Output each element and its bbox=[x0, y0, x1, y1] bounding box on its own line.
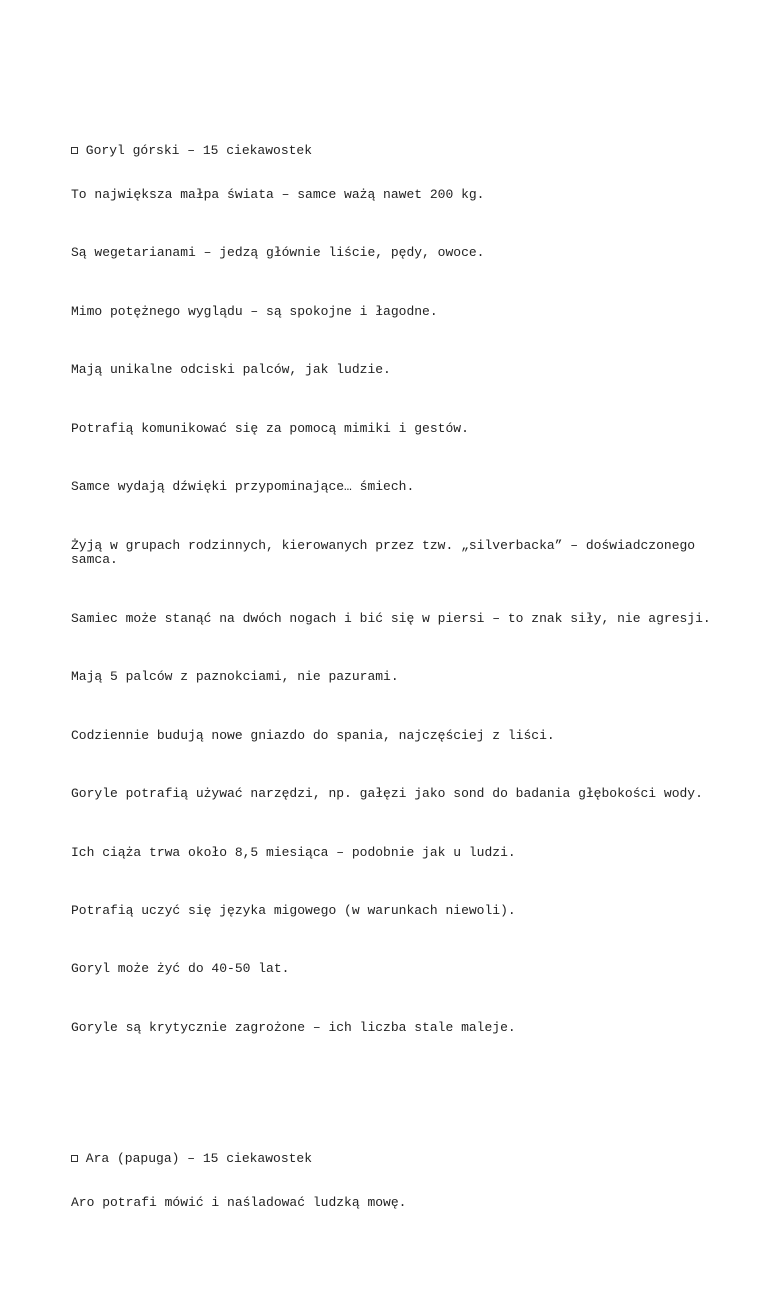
section-heading-text: Ara (papuga) – 15 ciekawostek bbox=[78, 1151, 313, 1167]
paragraph: Potrafią uczyć się języka migowego (w warunkach niewoli). bbox=[71, 902, 516, 918]
square-bullet-icon bbox=[71, 147, 78, 154]
paragraph: To największa małpa świata – samce ważą nawet 200 kg. bbox=[71, 186, 485, 202]
section-heading bbox=[71, 144, 711, 159]
square-bullet-icon bbox=[71, 1155, 78, 1162]
paragraph: Goryl może żyć do 40-50 lat. bbox=[71, 961, 290, 977]
paragraph: Goryle są krytycznie zagrożone – ich liczba stale maleje. bbox=[71, 1019, 516, 1035]
section-macaw bbox=[71, 1123, 711, 1254]
document-text bbox=[71, 71, 711, 1298]
section-heading-text: Goryl górski – 15 ciekawostek bbox=[78, 142, 313, 158]
section-gorilla bbox=[71, 115, 711, 1080]
section-heading bbox=[71, 1152, 711, 1167]
paragraph: Mimo potężnego wyglądu – są spokojne i łagodne. bbox=[71, 303, 438, 319]
paragraph: Codziennie budują nowe gniazdo do spania, najczęściej z liści. bbox=[71, 727, 555, 743]
paragraph: Potrafią komunikować się za pomocą mimiki i gestów. bbox=[71, 420, 469, 436]
paragraph: Samce wydają dźwięki przypominające… śmiech. bbox=[71, 479, 415, 495]
paragraph: Aro potrafi mówić i naśladować ludzką mowę. bbox=[71, 1195, 407, 1211]
paragraph: Goryle potrafią używać narzędzi, np. gałęzi jako sond do badania głębokości wody. bbox=[71, 786, 703, 802]
paragraph: Żyją w grupach rodzinnych, kierowanych przez tzw. „silverbacka” – doświadczonego samca. bbox=[71, 537, 703, 568]
paragraph: Ich ciąża trwa około 8,5 miesiąca – podobnie jak u ludzi. bbox=[71, 844, 516, 860]
paragraph: Mają 5 palców z paznokciami, nie pazurami. bbox=[71, 669, 399, 685]
paragraph: Są wegetarianami – jedzą głównie liście, pędy, owoce. bbox=[71, 245, 485, 261]
paragraph: Mają unikalne odciski palców, jak ludzie. bbox=[71, 362, 391, 378]
paragraph: Samiec może stanąć na dwóch nogach i bić się w piersi – to znak siły, nie agresji. bbox=[71, 610, 711, 626]
